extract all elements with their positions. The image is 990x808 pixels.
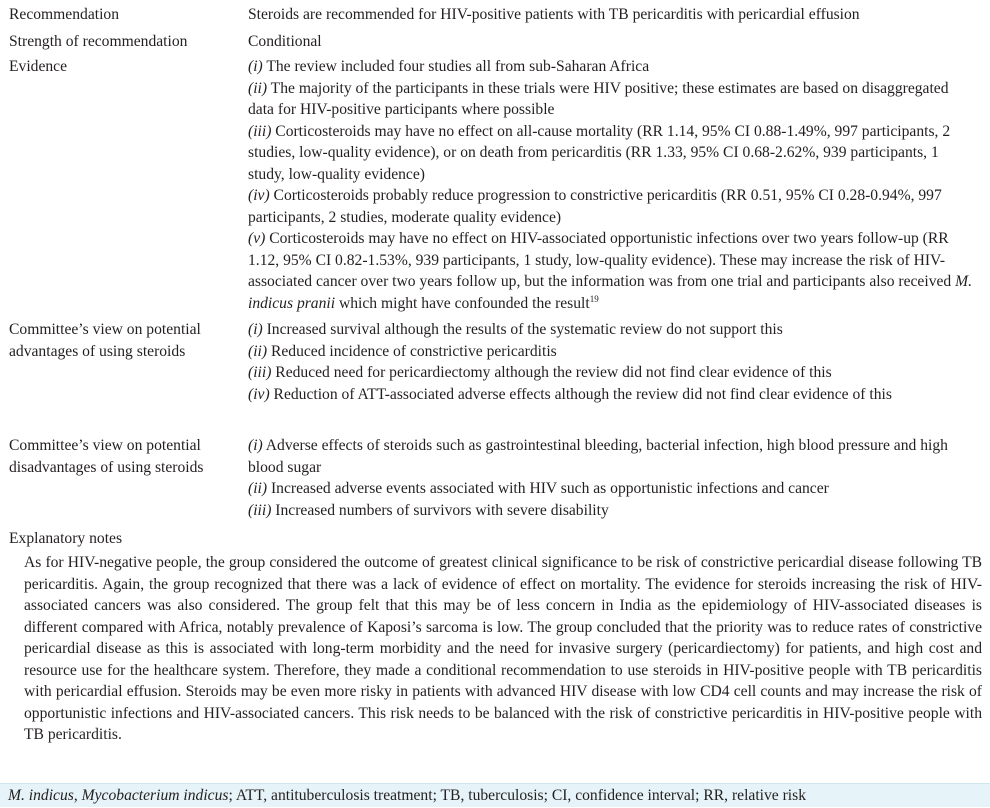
row-label: Committee’s view on potential disadvantages of using steroids — [9, 437, 204, 476]
item-text: Increased adverse events associated with HIV such as opportunistic infections and cancer — [267, 480, 829, 497]
item-text: Reduction of ATT-associated adverse effects although the review did not find clear evidence of this — [269, 385, 892, 403]
list-item — [248, 121, 976, 186]
footnote-abbrev: M. indicus — [8, 787, 74, 804]
strength-row — [0, 28, 990, 56]
list-item — [248, 185, 976, 228]
list-item — [248, 435, 976, 478]
item-number: (ii) — [248, 342, 268, 360]
item-text: The majority of the participants in these trials were HIV positive; these estimates are based on disaggregated data for HIV-positive participants where possible — [248, 79, 949, 118]
explanatory-notes-body: As for HIV-negative people, the group considered the outcome of greatest clinical significance to be risk of constrictive pericardial disease following TB pericarditis. Again, the group recognized that there was a lack of evidence of effect on mortality. The evidence for steroids increasing the risk of HIV-associated cancers was also considered. The group felt that this may be of less concern in India as the epidemiology of HIV-associated diseases is different compared with Africa, notably prevalence of Kaposi’s sarcoma is low. The group concluded that the priority was to reduce rates of constrictive pericardial disease as this is associated with long-term morbidity and the need for invasive surgery (pericardiectomy) for patients, and high cost and resource use for the healthcare system. Therefore, they made a conditional recommendation to use steroids in HIV-positive people with TB pericarditis with pericardial effusion. Steroids may be even more risky in patients with advanced HIV disease with low CD4 cell counts and may increase the risk of opportunistic infections and HIV-associated cancers. This risk needs to be balanced with the risk of constrictive pericarditis in HIV-positive people with TB pericarditis. — [24, 554, 982, 743]
recommendation-row — [0, 0, 990, 28]
evidence-row — [0, 56, 990, 319]
item-number: (i) — [248, 58, 263, 75]
item-number: (v) — [248, 230, 266, 247]
advantages-row — [0, 319, 990, 435]
advantages-list — [248, 319, 976, 435]
list-item — [248, 56, 976, 78]
item-number: (iii) — [248, 364, 272, 381]
item-text: Increased numbers of survivors with severe disability — [271, 501, 609, 519]
disadvantages-row — [0, 435, 990, 528]
disadvantages-list — [248, 435, 976, 528]
row-label: Strength of recommendation — [9, 33, 188, 50]
evidence-list — [248, 56, 976, 319]
item-text: Reduced incidence of constrictive pericarditis — [267, 342, 557, 360]
footnote-separator: , — [73, 787, 82, 804]
item-number: (iv) — [248, 187, 270, 204]
item-text: Adverse effects of steroids such as gastrointestinal bleeding, bacterial infection, high blood pressure and high blood sugar — [248, 437, 948, 476]
species-name: M. indicus pranii — [248, 273, 972, 312]
list-item — [248, 78, 976, 121]
list-item — [248, 362, 976, 384]
row-value: Conditional — [248, 33, 322, 50]
item-number: (iv) — [248, 385, 270, 403]
item-text: Increased survival although the results of the systematic review do not support this — [262, 321, 783, 338]
row-label: Recommendation — [9, 6, 119, 23]
row-value: Steroids are recommended for HIV-positive patients with TB pericarditis with pericardial effusion — [248, 6, 860, 23]
list-item — [248, 319, 976, 341]
item-text: Corticosteroids may have no effect on all-cause mortality (RR 1.14, 95% CI 0.88-1.49%, 997 participants, 2 studies, low-quality evidence), or on death from pericarditis (RR 1.33, 95% CI 0.68-2.62%, 939 participants, 1 study, low-quality evidence) — [248, 122, 951, 183]
item-number: (i) — [248, 321, 263, 338]
row-label: Committee’s view on potential advantages of using steroids — [9, 321, 201, 360]
item-text: Reduced need for pericardiectomy although the review did not find clear evidence of this — [271, 364, 832, 381]
row-label: Evidence — [9, 58, 68, 75]
item-text: Corticosteroids probably reduce progression to constrictive pericarditis (RR 0.51, 95% CI 0.28-0.94%, 997 participants, 2 studies, moderate quality evidence) — [248, 187, 942, 226]
item-number: (i) — [248, 437, 263, 454]
item-text-end: which might have confounded the result — [335, 294, 590, 312]
item-number: (ii) — [248, 480, 268, 497]
list-item — [248, 478, 976, 500]
table-footnote — [0, 783, 990, 807]
footnote-species: Mycobacterium indicus — [81, 787, 229, 804]
list-item — [248, 500, 976, 522]
list-item — [248, 384, 976, 406]
list-item — [248, 341, 976, 363]
explanatory-notes-heading: Explanatory notes — [9, 530, 123, 547]
item-text: The review included four studies all from sub-Saharan Africa — [262, 58, 650, 75]
list-item — [248, 228, 976, 314]
item-text: Corticosteroids may have no effect on HIV-associated opportunistic infections over two years follow-up (RR 1.12, 95% CI 0.82-1.53%, 939 participants, 1 study, low-quality evidence). These may increase the risk of HIV-associated cancer over two years follow up, but the information was from one trial and participants also received — [248, 230, 956, 290]
item-number: (ii) — [248, 79, 268, 97]
item-number: (iii) — [248, 501, 272, 519]
footnote-text: ; ATT, antituberculosis treatment; TB, tuberculosis; CI, confidence interval; RR, relative risk — [228, 787, 807, 804]
reference-superscript: 19 — [589, 293, 599, 304]
item-number: (iii) — [248, 122, 272, 140]
